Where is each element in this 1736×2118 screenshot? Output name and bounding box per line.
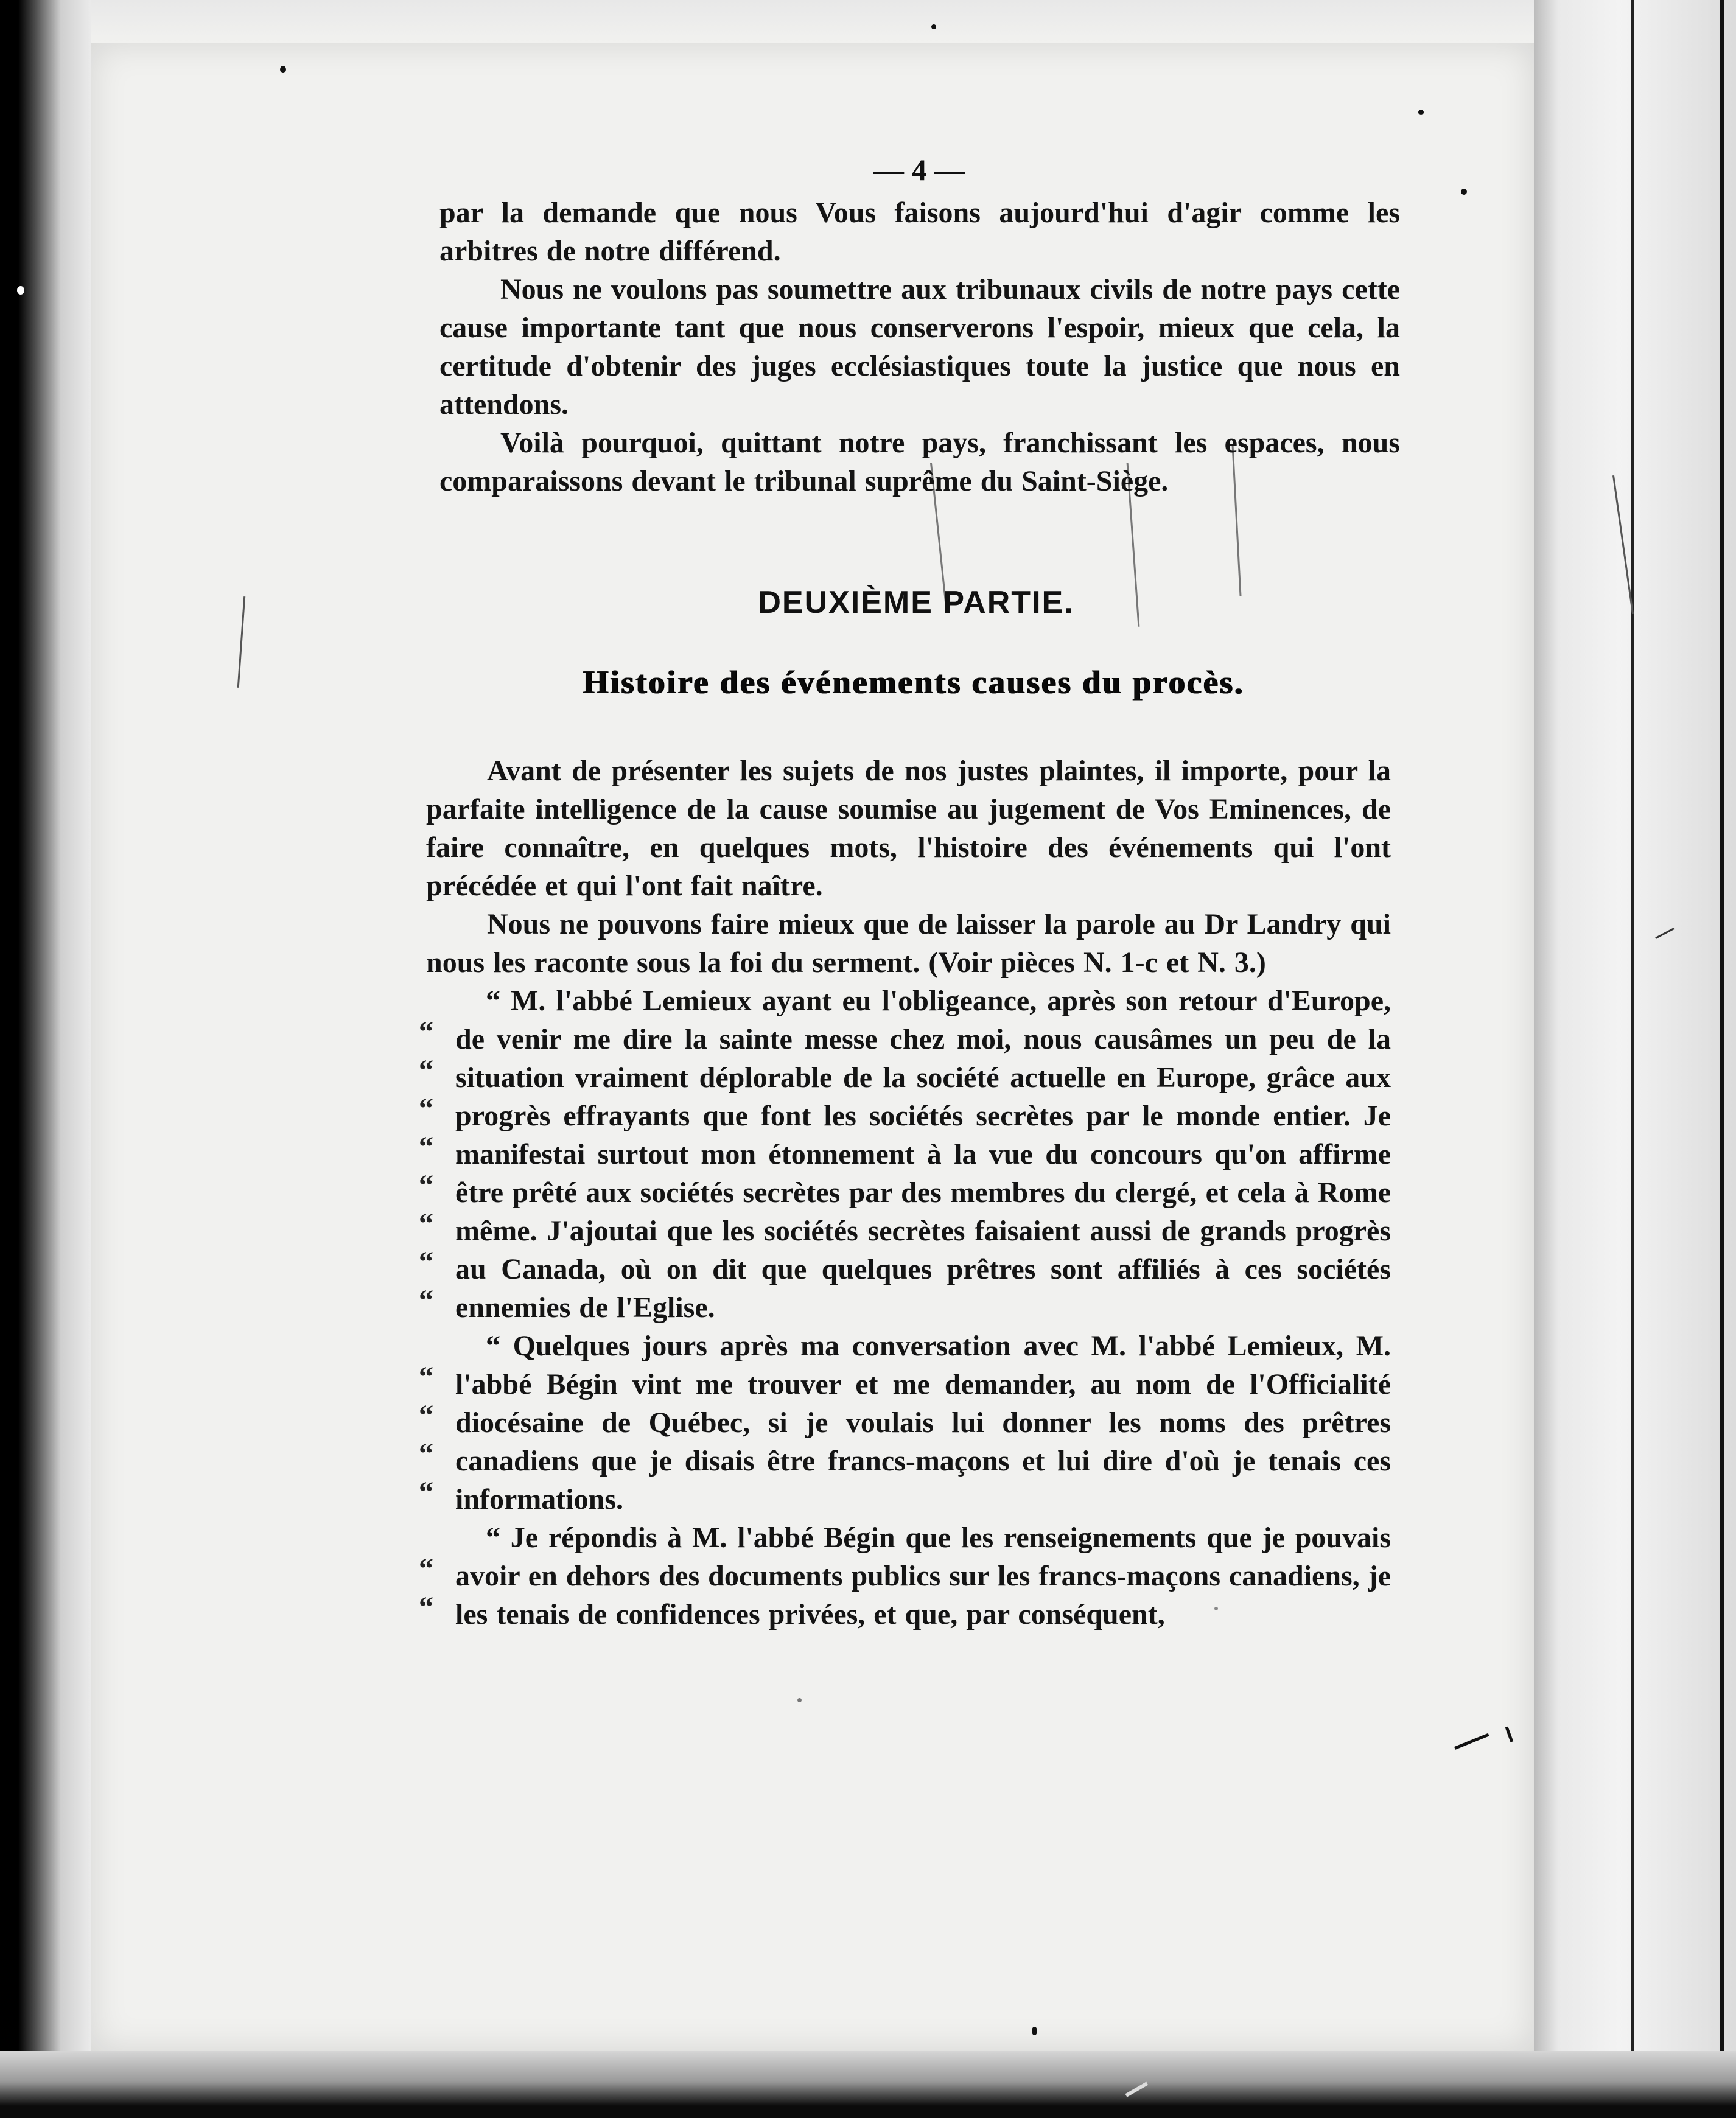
margin-quote-mark: “ [419, 1399, 433, 1431]
scan-speck [1032, 2027, 1037, 2035]
scan-speck [797, 1698, 802, 1702]
scan-speck [1418, 110, 1424, 115]
margin-quote-mark: “ [419, 1054, 433, 1086]
margin-quote-mark: “ [419, 1361, 433, 1393]
quote-paragraph: “ Quelques jours après ma conversation avec M. l'abbé Lemieux, M. l'abbé Bégin vint me trouver et me demander, au nom de l'Officialité diocésaine de Québec, si je voulais lui donner les noms des prêtres canadiens que je disais être francs-maçons et lui dire d'où je tenais ces informations. [455, 1330, 1391, 1515]
page-number: — 4 — [873, 153, 965, 187]
intro-paragraph: Nous ne voulons pas soumettre aux tribunaux civils de notre pays cette cause importante tant que nous conserverons l'espoir, mieux que cela, la certitude d'obtenir des juges ecclésiastiques toute la justice que nous en attendons. [439, 273, 1400, 421]
scan-speck [17, 286, 24, 295]
section-heading: DEUXIÈME PARTIE. [758, 585, 1074, 620]
scan-right-edge [1534, 0, 1736, 2118]
intro-text [439, 194, 1400, 500]
body-paragraph: Nous ne pouvons faire mieux que de laisser la parole au Dr Landry qui nous les raconte sous la foi du serment. (Voir pièces N. 1-c et N. 3.) [426, 908, 1391, 979]
scan-speck [931, 24, 936, 29]
margin-quote-mark: “ [419, 1591, 433, 1623]
scan-speck [280, 66, 286, 73]
margin-quote-mark: “ [419, 1092, 433, 1125]
quote-paragraph: “ M. l'abbé Lemieux ayant eu l'obligeance, après son retour d'Europe, de venir me dire la sainte messe chez moi, nous causâmes un peu de la situation vraiment déplorable de la société actuelle en Europe, grâce aux progrès effrayants que font les sociétés secrètes par le monde entier. Je manifestai surtout mon étonnement à la vue du concours qu'on affirme être prêté aux sociétés secrètes par des membres du clergé, et cela à Rome même. J'ajoutai que les sociétés secrètes faisaient aussi de grands progrès au Canada, où on dit que quelques prêtres sont affiliés à ces sociétés ennemies de l'Eglise. [455, 985, 1391, 1324]
scan-bottom-edge [0, 2051, 1736, 2118]
margin-quote-mark: “ [419, 1246, 433, 1278]
scan-speck [1214, 1607, 1218, 1610]
scan-left-edge [0, 0, 91, 2118]
margin-quote-mark: “ [419, 1284, 433, 1316]
scan-speck [1461, 189, 1467, 195]
body-paragraph: Avant de présenter les sujets de nos justes plaintes, il importe, pour la parfaite intelligence de la cause soumise au jugement de Vos Eminences, de faire connaître, en quelques mots, l'histoire des événements qui l'ont précédée et qui l'ont fait naître. [426, 755, 1391, 902]
margin-quote-mark: “ [419, 1169, 433, 1201]
body-text [426, 752, 1391, 1634]
margin-quote-mark: “ [419, 1553, 433, 1585]
intro-paragraph: par la demande que nous Vous faisons aujourd'hui d'agir comme les arbitres de notre différend. [439, 197, 1400, 267]
margin-quote-mark: “ [419, 1476, 433, 1508]
scan-top-margin [0, 0, 1736, 43]
intro-paragraph: Voilà pourquoi, quittant notre pays, franchissant les espaces, nous comparaissons devant le tribunal suprême du Saint-Siège. [439, 427, 1400, 497]
margin-quote-mark: “ [419, 1208, 433, 1240]
margin-quote-mark: “ [419, 1016, 433, 1048]
margin-quote-mark: “ [419, 1131, 433, 1163]
section-subheading: Histoire des événements causes du procès. [582, 664, 1244, 701]
quote-paragraph: “ Je répondis à M. l'abbé Bégin que les renseignements que je pouvais avoir en dehors des documents publics sur les francs-maçons canadiens, je les tenais de confidences privées, et que, par conséquent, [455, 1522, 1391, 1630]
margin-quote-mark: “ [419, 1438, 433, 1470]
